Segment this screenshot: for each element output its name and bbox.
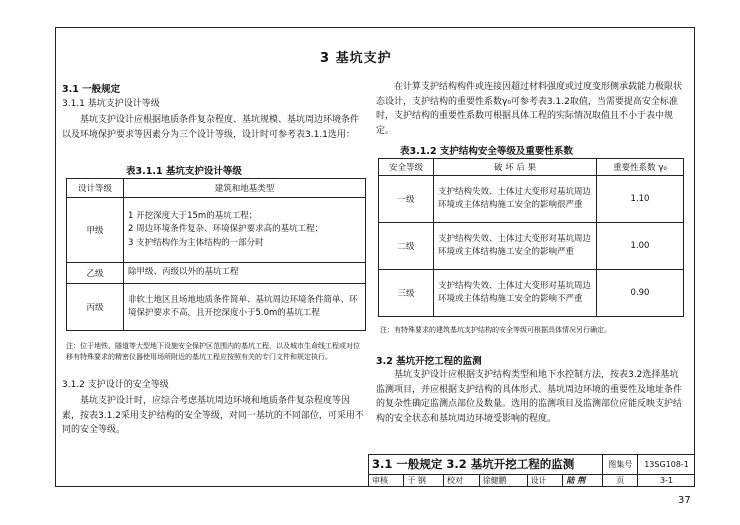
table-row (379, 223, 684, 270)
section-3-2-heading: 3.2 基坑开挖工程的监测 (376, 356, 482, 367)
table-header-cell: 破 坏 后 果 (434, 159, 597, 176)
table-3-1-2 (378, 158, 684, 317)
factor-cell: 1.10 (597, 176, 684, 223)
grade-cell: 甲级 (67, 198, 124, 263)
table-header-row (67, 179, 366, 198)
section-3-2-body: 基坑支护设计应根据支护结构类型和地下水控制方法，按表3.2选择基坑监测项目，并应根据支护结构的具体形式、基坑周边环境的重要性及地址条件的复杂性确定监测点部位及数量。选用的监测项目及监测部位应能反映支护结构的安全状态和基坑周边环境受影响的程度。 (376, 370, 683, 424)
grade-cell: 乙级 (67, 263, 124, 284)
factor-cell: 1.00 (597, 223, 684, 270)
chapter-title: 3 基坑支护 (320, 51, 392, 66)
table-header-row (379, 159, 684, 176)
table-3-1-1 (66, 178, 366, 331)
check-label: 校对 (443, 474, 479, 486)
table-row (379, 270, 684, 317)
grade-cell: 二级 (379, 223, 434, 270)
review-label: 审核 (369, 474, 404, 486)
page-label: 页 (603, 474, 638, 486)
table-3-1-2-title: 表3.1.2 支护结构安全等级及重要性系数 (400, 146, 573, 157)
factor-cell: 0.90 (597, 270, 684, 317)
grade-cell: 一级 (379, 176, 434, 223)
right-intro: 在计算支护结构构件或连接因超过材料强度或过度变形侧承载能力极限状态设计，支护结构的重要性系数γ₀可参考表3.1.2取值，当需要提高安全标准时，支护结构的重要性系数可根据具体工程的实际情况取值且不小于表中规定。 (376, 82, 683, 136)
title-block-title: 3.1 一般规定 3.2 基坑开挖工程的监测 (369, 455, 603, 474)
table-header-cell: 重要性系数 γ₀ (597, 159, 684, 176)
type-cell: 非软土地区且场地地质条件简单、基坑周边环境条件简单、环境保护要求不高，且开挖深度小于5.0m的基坑工程 (124, 284, 366, 331)
table-header-cell: 设计等级 (67, 179, 124, 198)
atlas-label: 图集号 (603, 455, 638, 474)
section-3-1-1-heading: 3.1.1 基坑支护设计等级 (62, 99, 160, 109)
table-3-1-2-note: 注：有特殊要求的建筑基坑支护结构的安全等级可根据具体情况另行确定。 (380, 326, 611, 334)
table-header-cell: 建筑和地基类型 (124, 179, 366, 198)
list-item: 2 周边环境条件复杂、环境保护要求高的基坑工程； (128, 224, 324, 235)
consequence-cell: 支护结构失效、土体过大变形对基坑周边环境或主体结构施工安全的影响不严重 (434, 270, 597, 317)
table-3-1-1-note: 注：位于地铁、隧道等大型地下设施安全保护区范围内的基坑工程，以及城市生命线工程或对位移有特殊要求的精密仪器使用场所附近的基坑工程应按照有关的专门文件和规定执行。 (66, 342, 360, 361)
list-item: 3 支护结构作为主体结构的一部分时 (128, 237, 264, 248)
atlas-number: 13SG108-1 (638, 455, 695, 474)
section-3-1-1-body: 基坑支护设计应根据地质条件复杂程度、基坑规模、基坑周边环境条件以及环境保护要求等因素分为三个设计等级，设计时可参考表3.1.1选用： (62, 115, 360, 140)
table-row (379, 176, 684, 223)
page-code: 3-1 (638, 474, 695, 486)
page-number: 37 (678, 495, 691, 506)
table-3-1-1-title: 表3.1.1 基坑支护设计等级 (126, 166, 242, 177)
section-3-1-2-heading: 3.1.2 支护设计的安全等级 (62, 380, 169, 390)
check-name: 徐健鹏 (479, 474, 527, 486)
type-cell (124, 198, 366, 263)
section-3-1-2-body: 基坑支护设计时，应综合考虑基坑周边环境和地质条件复杂程度等因素，按表3.1.2采用支护结构的安全等级，对同一基坑的不同部位，可采用不同的安全等级。 (62, 396, 364, 435)
section-3-1-heading: 3.1 一般规定 (62, 84, 121, 95)
consequence-cell: 支护结构失效、土体过大变形对基坑周边环境或主体结构施工安全的影响很严重 (434, 176, 597, 223)
design-name: 陆 荆 (563, 474, 603, 486)
title-block (368, 454, 694, 486)
table-row (67, 263, 366, 284)
table-header-cell: 安全等级 (379, 159, 434, 176)
consequence-cell: 支护结构失效、土体过大变形对基坑周边环境或主体结构施工安全的影响严重 (434, 223, 597, 270)
list-item: 1 开挖深度大于15m的基坑工程； (128, 210, 258, 221)
review-name: 于 钢 (404, 474, 444, 486)
design-label: 设计 (527, 474, 563, 486)
table-row (67, 284, 366, 331)
grade-cell: 三级 (379, 270, 434, 317)
table-row (67, 198, 366, 263)
type-cell: 除甲级、丙级以外的基坑工程 (124, 263, 366, 284)
grade-cell: 丙级 (67, 284, 124, 331)
